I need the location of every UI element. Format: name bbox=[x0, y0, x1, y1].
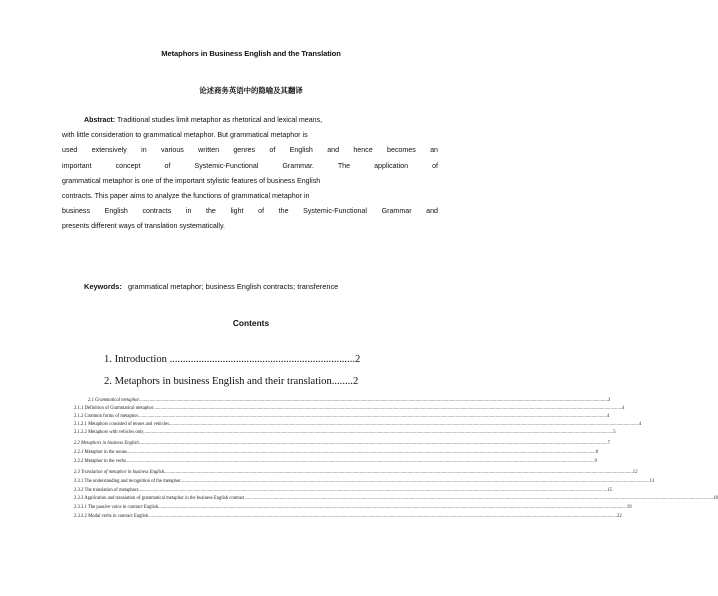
toc-sub-entry[interactable] bbox=[74, 406, 625, 411]
toc-sub-entry[interactable] bbox=[74, 514, 622, 519]
toc-leader-dots: ................................................................................................................................................................................................................................................................................................................................................................................................................ bbox=[144, 430, 614, 435]
toc-entry[interactable] bbox=[104, 354, 360, 365]
toc-sub-entry[interactable] bbox=[74, 505, 632, 510]
toc-sub-entry-page: 12 bbox=[632, 470, 638, 475]
toc-leader-dots: ................................................................................................................................................................................................................................................................................................................................................................................................................ bbox=[125, 459, 595, 464]
toc-sub-entry[interactable] bbox=[74, 441, 610, 446]
abstract-line: Abstract: Traditional studies limit metaphor as rhetorical and lexical means, bbox=[84, 116, 323, 124]
keywords-label: Keywords: bbox=[84, 282, 122, 291]
toc-sub-entry[interactable] bbox=[74, 488, 612, 493]
abstract-line: contracts. This paper aims to analyze the functions of grammatical metaphor in bbox=[62, 192, 310, 201]
toc-leader-dots: ................................................................................................................................................................................................................................................................................................................................................................................................................ bbox=[138, 488, 608, 493]
abstract-line: presents different ways of translation systematically. bbox=[62, 222, 225, 231]
abstract-line: with little consideration to grammatical metaphor. But grammatical metaphor is bbox=[62, 131, 308, 140]
toc-sub-entry-title: 2.1.2 Common forms of metaphor bbox=[74, 414, 139, 419]
abstract-label: Abstract: bbox=[84, 116, 116, 124]
toc-sub-entry-title: 2.3.3.2 Modal verbs in contract English bbox=[74, 514, 149, 519]
toc-leader-dots: ................................................................................................................................................................................................................................................................................................................................................................................................................ bbox=[126, 450, 596, 455]
toc-sub-entry-page: 22 bbox=[616, 514, 622, 519]
toc-sub-entry-title: 2.1.2.2 Metaphors with vehicles only. bbox=[74, 430, 145, 435]
toc-leader-dots: ................................................................................................................................................................................................................................................................................................................................................................................................................ bbox=[158, 505, 627, 510]
abstract-line: important concept of Systemic-Functional Grammar. The application of bbox=[62, 161, 438, 170]
abstract-line: grammatical metaphor is one of the important stylistic features of business English bbox=[62, 176, 321, 185]
toc-entry-page: 2 bbox=[352, 376, 359, 387]
toc-sub-entry-title: 2.2 Metaphors in business English bbox=[74, 441, 139, 446]
toc-sub-entry-page: 13 bbox=[649, 479, 655, 484]
toc-sub-entry[interactable] bbox=[74, 422, 642, 427]
toc-entry-title: 2. Metaphors in business English and their translation........ bbox=[104, 376, 353, 387]
toc-sub-entry-page: 4 bbox=[638, 422, 642, 427]
toc-sub-entry[interactable] bbox=[74, 479, 655, 484]
toc-entry-page: 2 bbox=[355, 354, 361, 365]
toc-sub-entry-title: 2.3.3 Application and translation of grammatical metaphor in the business English contract bbox=[74, 496, 245, 501]
toc-sub-entry-page: 15 bbox=[607, 488, 612, 493]
toc-sub-entry-page: 5 bbox=[613, 430, 616, 435]
toc-leader-dots: ................................................................................................................................................................................................................................................................................................................................................................................................................ bbox=[163, 470, 633, 475]
toc-leader-dots: ................................................................................................................................................................................................................................................................................................................................................................................................................ bbox=[180, 479, 650, 484]
toc-sub-entry-page: 9 bbox=[594, 459, 597, 464]
toc-leader-dots: ................................................................................................................................................................................................................................................................................................................................................................................................................ bbox=[138, 414, 607, 419]
toc-leader-dots: ................................................................................................................................................................................................................................................................................................................................................................................................................ bbox=[139, 398, 608, 403]
toc-sub-entry[interactable] bbox=[74, 470, 638, 475]
toc-leader-dots: ................................................................................................................................................................................................................................................................................................................................................................................................................ bbox=[148, 514, 617, 519]
toc-entry-title: 1. Introduction ...................................................................... bbox=[104, 354, 356, 365]
toc-sub-entry-title: 2.3.2 The translation of metaphors bbox=[74, 488, 139, 493]
chinese-subtitle: 论述商务英语中的隐喻及其翻译 bbox=[199, 86, 303, 95]
toc-sub-entry-title: 2.3 Translation of metaphor in business English bbox=[74, 470, 164, 475]
toc-sub-entry-title: 2.3.1 The understanding and recognition of the metaphor bbox=[74, 479, 181, 484]
toc-sub-entry-page: 7 bbox=[607, 441, 610, 446]
keywords-text: grammatical metaphor; business English contracts; transference bbox=[127, 282, 339, 291]
abstract-line: used extensively in various written genres of English and hence becomes an bbox=[62, 146, 438, 155]
toc-leader-dots: ................................................................................................................................................................................................................................................................................................................................................................................................................ bbox=[170, 422, 639, 427]
toc-sub-entry[interactable] bbox=[74, 496, 718, 501]
toc-sub-entry-title: 2.3.3.1 The passive voice in contract English bbox=[74, 505, 159, 510]
toc-sub-entry-page: 19 bbox=[626, 505, 632, 510]
toc-sub-entry[interactable] bbox=[74, 430, 616, 435]
abstract-line: business English contracts in the light of the Systemic-Functional Grammar and bbox=[62, 207, 438, 216]
toc-sub-entry[interactable] bbox=[74, 450, 598, 455]
keywords-line bbox=[84, 282, 338, 291]
toc-sub-entry-page: 4 bbox=[606, 414, 610, 419]
toc-sub-entry-page: 8 bbox=[595, 450, 598, 455]
contents-heading: Contents bbox=[232, 318, 270, 328]
toc-sub-entry[interactable] bbox=[88, 398, 611, 403]
toc-leader-dots: ................................................................................................................................................................................................................................................................................................................................................................................................................ bbox=[244, 496, 714, 501]
toc-sub-entry-page: 4 bbox=[622, 406, 625, 411]
toc-sub-entry-page: 3 bbox=[607, 398, 611, 403]
toc-sub-entry[interactable] bbox=[74, 459, 597, 464]
toc-sub-entry-title: 2.1.1 Definition of Grammatical metaphor bbox=[74, 406, 154, 411]
toc-sub-entry[interactable] bbox=[74, 414, 610, 419]
document-title: Metaphors in Business English and the Translation bbox=[161, 49, 341, 58]
toc-sub-entry-page: 18 bbox=[713, 496, 718, 501]
toc-entry[interactable] bbox=[104, 376, 358, 387]
toc-sub-entry-title: 2.1.2.1 Metaphors consisted of tenses and vehicles. bbox=[74, 422, 171, 427]
abstract-block bbox=[62, 113, 438, 235]
toc-leader-dots: ................................................................................................................................................................................................................................................................................................................................................................................................................ bbox=[138, 441, 608, 446]
toc-sub-entry-title: 2.2.1 Metaphor in the nouns bbox=[74, 450, 127, 455]
toc-leader-dots: ................................................................................................................................................................................................................................................................................................................................................................................................................ bbox=[153, 406, 623, 411]
toc-sub-entry-title: 2.1 Grammatical metaphor bbox=[88, 398, 140, 403]
toc-sub-entry-title: 2.2.2 Metaphor in the verbs bbox=[74, 459, 126, 464]
